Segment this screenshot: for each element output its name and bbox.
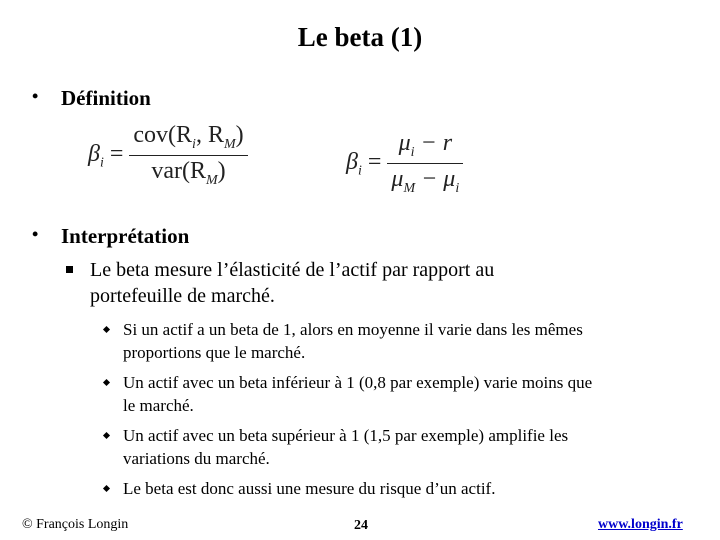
mu-i: μ xyxy=(398,130,411,156)
covariance-fraction xyxy=(129,122,247,189)
num-close: ) xyxy=(235,122,244,148)
equals-sign: = xyxy=(367,148,382,175)
interpretation-subpoint xyxy=(90,257,650,309)
list-item-line-2: variations du marché. xyxy=(123,449,270,468)
minus-mu: − μ xyxy=(415,165,456,192)
mu-i-sub: i xyxy=(410,144,415,160)
list-item-line-1: Un actif avec un beta inférieur à 1 (0,8 par exemple) varie moins que xyxy=(123,373,593,392)
return-fraction xyxy=(387,130,463,197)
beta-subscript: i xyxy=(357,163,362,179)
subpoint-line-2: portefeuille de marché. xyxy=(90,285,275,307)
num-sub-m: M xyxy=(223,136,236,152)
den-args: (R xyxy=(182,157,206,184)
interpretation-heading xyxy=(32,224,332,250)
bullet-icon: • xyxy=(32,224,39,244)
mu-m: μ xyxy=(391,165,404,192)
equals-sign: = xyxy=(109,140,124,167)
interpretation-label: Interprétation xyxy=(61,224,190,248)
subpoint-line-1: Le beta mesure l’élasticité de l’actif par rapport au xyxy=(90,259,495,281)
list-item-line-1: Si un actif a un beta de 1, alors en moyenne il varie dans les mêmes xyxy=(123,320,583,339)
var-fn: var xyxy=(151,157,182,184)
beta-subscript: i xyxy=(99,155,104,171)
diamond-bullet-icon xyxy=(103,432,110,439)
num-args: (R xyxy=(168,122,193,148)
mu-m-sub: M xyxy=(403,180,416,196)
beta-symbol: β xyxy=(346,148,358,175)
list-item-line-2: proportions que le marché. xyxy=(123,343,306,362)
beta-symbol: β xyxy=(88,140,100,167)
footer-author: © François Longin xyxy=(22,517,129,532)
fraction-numerator xyxy=(129,122,247,156)
num-sub-i: i xyxy=(192,136,196,152)
fraction-denominator xyxy=(387,164,463,197)
square-bullet-icon xyxy=(66,266,73,273)
list-item xyxy=(123,318,703,364)
definition-label: Définition xyxy=(61,86,151,110)
list-item xyxy=(123,424,703,470)
fraction-denominator xyxy=(129,156,247,189)
cov-fn: cov xyxy=(133,122,169,148)
fraction-numerator xyxy=(387,130,463,164)
definition-heading xyxy=(32,86,332,112)
list-item-line-1: Le beta est donc aussi une mesure du risque d’un actif. xyxy=(123,479,496,498)
list-item-line-2: le marché. xyxy=(123,396,194,415)
bullet-icon: • xyxy=(32,86,39,106)
mu-i-sub-den: i xyxy=(455,180,460,196)
list-item xyxy=(123,477,703,500)
slide-title: Le beta (1) xyxy=(297,22,423,52)
num-mid: , R xyxy=(195,122,224,148)
diamond-bullet-icon xyxy=(103,379,110,386)
list-item-line-1: Un actif avec un beta supérieur à 1 (1,5 par exemple) amplifie les xyxy=(123,426,569,445)
den-sub-m: M xyxy=(206,172,218,188)
list-item xyxy=(123,371,703,417)
footer-website-link[interactable]: www.longin.fr xyxy=(598,517,683,532)
diamond-bullet-icon xyxy=(103,326,110,333)
diamond-bullet-icon xyxy=(103,485,110,492)
beta-return-formula xyxy=(346,130,463,197)
den-close: ) xyxy=(217,157,226,184)
minus-r: − r xyxy=(414,130,453,156)
beta-covariance-formula xyxy=(88,122,248,189)
page-number: 24 xyxy=(354,518,368,533)
